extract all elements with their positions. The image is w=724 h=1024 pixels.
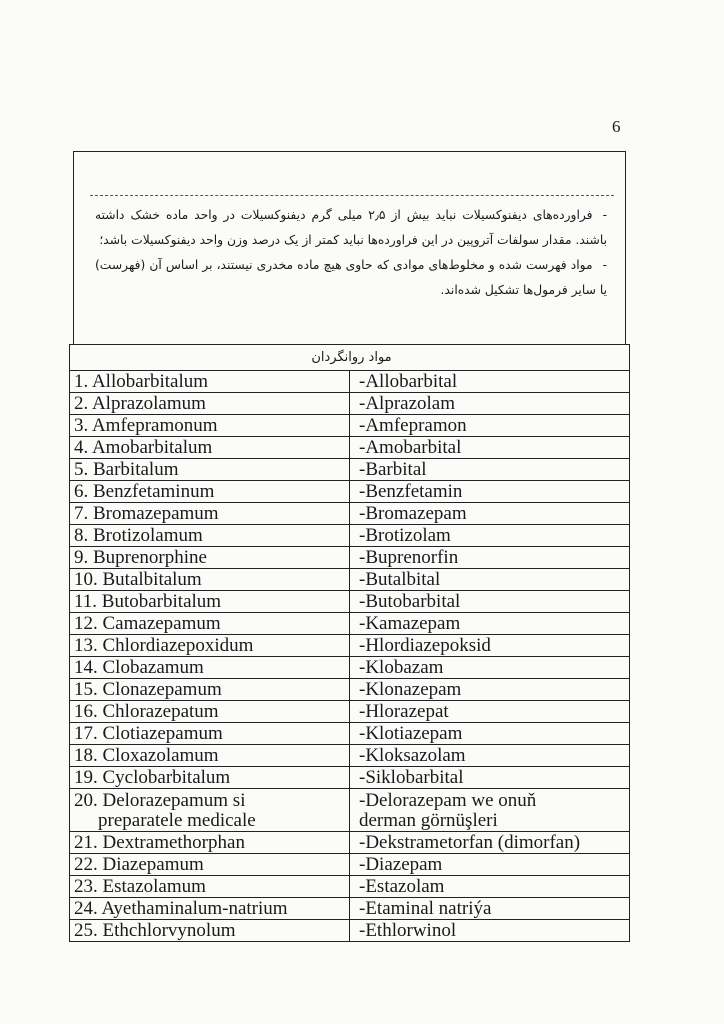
page-number: 6 bbox=[612, 117, 621, 136]
latin-name-cell bbox=[70, 547, 350, 569]
latin-name: 1. Allobarbitalum bbox=[74, 371, 209, 392]
latin-name: 19. Cyclobarbitalum bbox=[74, 767, 231, 788]
local-name: -Alprazolam bbox=[359, 393, 456, 414]
latin-name: 14. Clobazamum bbox=[74, 657, 204, 678]
local-name: -Kamazepam bbox=[359, 613, 461, 634]
local-name: -Butalbital bbox=[359, 569, 441, 590]
latin-name-cell bbox=[70, 393, 350, 415]
table-row bbox=[70, 591, 630, 613]
latin-name-cell bbox=[70, 613, 350, 635]
local-name-cell bbox=[350, 481, 630, 503]
local-name-cell bbox=[350, 635, 630, 657]
table-row bbox=[70, 547, 630, 569]
latin-name-cell bbox=[70, 854, 350, 876]
note-paragraph-1: -فراورده‌های دیفنوکسیلات نباید بیش از ۲٫۵ میلی گرم دیفنوکسیلات در واحد ماده خشک داشته باشند. مقدار سولفات آتروپین در این فراورده‌ها نباید کمتر از یک درصد وزن واحد دیفنوکسیلات باشد؛ bbox=[95, 208, 607, 247]
table-row bbox=[70, 854, 630, 876]
table-row bbox=[70, 437, 630, 459]
local-name-cell bbox=[350, 459, 630, 481]
table-row bbox=[70, 503, 630, 525]
latin-name-cell bbox=[70, 657, 350, 679]
latin-name: 15. Clonazepamum bbox=[74, 679, 222, 700]
local-name: -Buprenorfin bbox=[359, 547, 459, 568]
table-row bbox=[70, 613, 630, 635]
local-name: -Klonazepam bbox=[359, 679, 462, 700]
table-row bbox=[70, 876, 630, 898]
local-name-cell bbox=[350, 657, 630, 679]
local-name-cell bbox=[350, 767, 630, 789]
latin-name-cell bbox=[70, 920, 350, 942]
latin-name-cell bbox=[70, 569, 350, 591]
local-name: -Barbital bbox=[359, 459, 427, 480]
local-name: -Diazepam bbox=[359, 854, 443, 875]
table-row bbox=[70, 789, 630, 832]
local-name-cell bbox=[350, 393, 630, 415]
local-name-cell bbox=[350, 371, 630, 393]
latin-name-cell bbox=[70, 679, 350, 701]
local-name: -Butobarbital bbox=[359, 591, 461, 612]
local-name-cell bbox=[350, 745, 630, 767]
local-name-cell bbox=[350, 832, 630, 854]
local-name: -Hlordiazepoksid bbox=[359, 635, 491, 656]
table-row bbox=[70, 393, 630, 415]
local-name: -Allobarbital bbox=[359, 371, 458, 392]
latin-name-cell bbox=[70, 701, 350, 723]
local-name-line2: derman görnüşleri bbox=[359, 810, 498, 831]
latin-name-cell bbox=[70, 832, 350, 854]
latin-name-cell bbox=[70, 437, 350, 459]
local-name-cell bbox=[350, 789, 630, 832]
table-row bbox=[70, 701, 630, 723]
latin-name-cell bbox=[70, 481, 350, 503]
local-name-cell bbox=[350, 437, 630, 459]
local-name-cell bbox=[350, 569, 630, 591]
local-name: -Siklobarbital bbox=[359, 767, 464, 788]
local-name-cell bbox=[350, 547, 630, 569]
table-row bbox=[70, 723, 630, 745]
latin-name: 22. Diazepamum bbox=[74, 854, 204, 875]
local-name-cell bbox=[350, 679, 630, 701]
table-row bbox=[70, 679, 630, 701]
latin-name-cell bbox=[70, 371, 350, 393]
table-row bbox=[70, 898, 630, 920]
local-name-cell bbox=[350, 525, 630, 547]
local-name: -Ethlorwinol bbox=[359, 920, 457, 941]
latin-name: 13. Chlordiazepoxidum bbox=[74, 635, 254, 656]
local-name: -Estazolam bbox=[359, 876, 445, 897]
table-row bbox=[70, 635, 630, 657]
local-name: -Kloksazolam bbox=[359, 745, 466, 766]
local-name-cell bbox=[350, 854, 630, 876]
local-name-cell bbox=[350, 876, 630, 898]
latin-name: 18. Cloxazolamum bbox=[74, 745, 219, 766]
latin-name-cell bbox=[70, 459, 350, 481]
local-name-cell bbox=[350, 723, 630, 745]
local-name: -Benzfetamin bbox=[359, 481, 463, 502]
latin-name-line2: preparatele medicale bbox=[98, 810, 256, 831]
latin-name: 23. Estazolamum bbox=[74, 876, 206, 897]
substances-table bbox=[69, 344, 630, 942]
note-divider bbox=[90, 195, 614, 196]
latin-name: 3. Amfepramonum bbox=[74, 415, 218, 436]
table-row bbox=[70, 569, 630, 591]
local-name: -Brotizolam bbox=[359, 525, 451, 546]
local-name-cell bbox=[350, 503, 630, 525]
latin-name: 6. Benzfetaminum bbox=[74, 481, 215, 502]
latin-name: 17. Clotiazepamum bbox=[74, 723, 223, 744]
table-row bbox=[70, 745, 630, 767]
latin-name: 24. Ayethaminalum-natrium bbox=[74, 898, 288, 919]
local-name: -Etaminal natriýa bbox=[359, 898, 492, 919]
latin-name-cell bbox=[70, 503, 350, 525]
latin-name-cell bbox=[70, 723, 350, 745]
local-name: -Bromazepam bbox=[359, 503, 467, 524]
latin-name-cell bbox=[70, 898, 350, 920]
latin-name: 7. Bromazepamum bbox=[74, 503, 219, 524]
latin-name: 16. Chlorazepatum bbox=[74, 701, 219, 722]
table-row bbox=[70, 415, 630, 437]
table-row bbox=[70, 481, 630, 503]
table-row bbox=[70, 371, 630, 393]
local-name: -Klotiazepam bbox=[359, 723, 463, 744]
note-text bbox=[95, 203, 607, 303]
local-name-cell bbox=[350, 415, 630, 437]
local-name-cell bbox=[350, 701, 630, 723]
table-row bbox=[70, 459, 630, 481]
latin-name: 20. Delorazepamum si bbox=[74, 790, 246, 811]
latin-name: 4. Amobarbitalum bbox=[74, 437, 213, 458]
latin-name-cell bbox=[70, 591, 350, 613]
latin-name: 25. Ethchlorvynolum bbox=[74, 920, 236, 941]
local-name-cell bbox=[350, 613, 630, 635]
table-row bbox=[70, 832, 630, 854]
table-header-row bbox=[70, 345, 630, 371]
latin-name: 11. Butobarbitalum bbox=[74, 591, 222, 612]
local-name: -Hlorazepat bbox=[359, 701, 449, 722]
local-name-cell bbox=[350, 920, 630, 942]
latin-name: 8. Brotizolamum bbox=[74, 525, 203, 546]
latin-name-cell bbox=[70, 635, 350, 657]
latin-name-cell bbox=[70, 767, 350, 789]
local-name: -Amobarbital bbox=[359, 437, 462, 458]
latin-name: 9. Buprenorphine bbox=[74, 547, 207, 568]
local-name: -Delorazepam we onuň bbox=[359, 790, 537, 811]
table-row bbox=[70, 767, 630, 789]
table-row bbox=[70, 920, 630, 942]
latin-name-cell bbox=[70, 525, 350, 547]
local-name: -Klobazam bbox=[359, 657, 444, 678]
latin-name: 21. Dextramethorphan bbox=[74, 832, 245, 853]
latin-name-cell bbox=[70, 789, 350, 832]
local-name-cell bbox=[350, 591, 630, 613]
table-header: مواد روانگردان bbox=[70, 345, 630, 371]
latin-name: 10. Butalbitalum bbox=[74, 569, 202, 590]
latin-name-cell bbox=[70, 745, 350, 767]
table-row bbox=[70, 525, 630, 547]
local-name: -Dekstrametorfan (dimorfan) bbox=[359, 832, 581, 853]
local-name-cell bbox=[350, 898, 630, 920]
table-row bbox=[70, 657, 630, 679]
note-paragraph-2: -مواد فهرست شده و مخلوط‌های موادی که حاوی هیچ ماده مخدری نیستند، بر اساس آن (فهرست) یا سایر فرمول‌ها تشکیل شده‌اند. bbox=[95, 258, 607, 297]
latin-name-cell bbox=[70, 415, 350, 437]
latin-name-cell bbox=[70, 876, 350, 898]
latin-name: 5. Barbitalum bbox=[74, 459, 179, 480]
local-name: -Amfepramon bbox=[359, 415, 467, 436]
latin-name: 2. Alprazolamum bbox=[74, 393, 206, 414]
latin-name: 12. Camazepamum bbox=[74, 613, 221, 634]
